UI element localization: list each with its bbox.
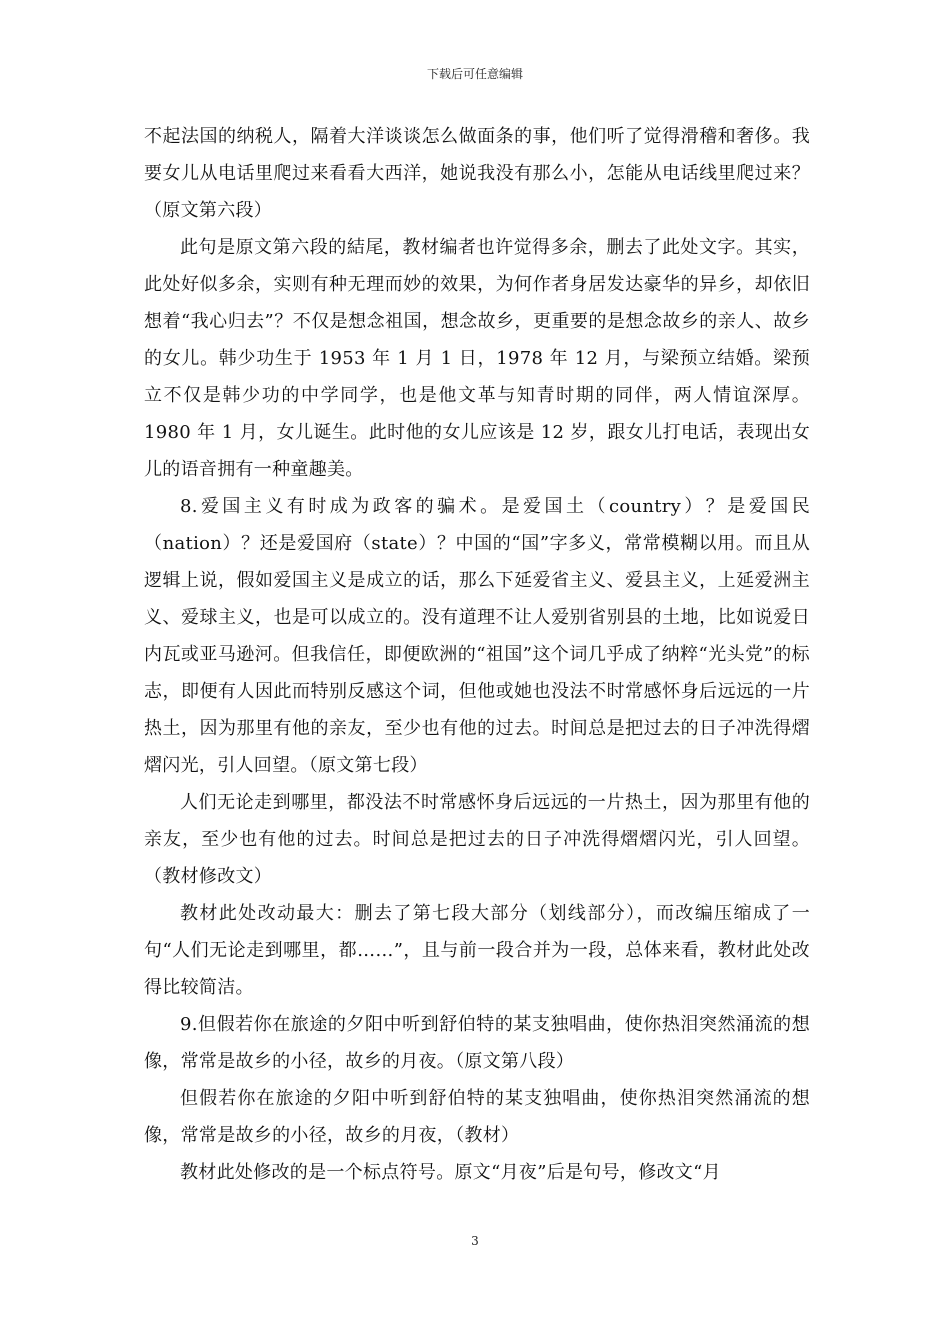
paragraph-analysis-eighth: 教材此处修改的是一个标点符号。原文“月夜”后是句号，修改文“月 [180, 1162, 721, 1183]
paragraph-analysis-seventh: 教材此处改动最大：删去了第七段大部分（划线部分），而改编压缩成了一句“人们无论走到哪里，都……”，且与前一段合并为一段，总体来看，教材此处改得比较简洁。 [144, 903, 810, 998]
page-header: 下载后可任意编辑 [426, 67, 523, 81]
paragraph-textbook-eighth: 但假若你在旅途的夕阳中听到舒伯特的某支独唱曲，使你热泪突然涌流的想像，常常是故乡的小径，故乡的月夜，（教材） [144, 1088, 810, 1146]
paragraph-original-sixth-ending: 不起法国的纳税人，隔着大洋谈谈怎么做面条的事，他们听了觉得滑稽和奢侈。我要女儿从电话里爬过来看看大西洋，她说我没有那么小，怎能从电话线里爬过来？（原文第六段） [144, 126, 810, 221]
paragraph-textbook-seventh: 人们无论走到哪里，都没法不时常感怀身后远远的一片热土，因为那里有他的亲友，至少也有他的过去。时间总是把过去的日子冲洗得熠熠闪光，引人回望。（教材修改文） [144, 792, 810, 887]
paragraph-original-eighth: 9.但假若你在旅途的夕阳中听到舒伯特的某支独唱曲，使你热泪突然涌流的想像，常常是故乡的小径，故乡的月夜。（原文第八段） [144, 1014, 810, 1072]
paragraph-analysis-sixth: 此句是原文第六段的結尾，教材编者也许觉得多余，删去了此处文字。其实，此处好似多余，实则有种无理而妙的效果，为何作者身居发达豪华的异乡，却依旧想着“我心归去”？不仅是想念祖国，想念故乡，更重要的是想念故乡的亲人、故乡的女儿。韩少功生于 1953 年 1 月 1 日，1978 年 12 月，与梁预立结婚。梁预立不仅是韩少功的中学同学，也是他文革与知青时期的同伴，两人情谊深厚。1980 年 1 月，女儿诞生。此时他的女儿应该是 12 岁，跟女儿打电话，表现出女儿的语音拥有一种童趣美。 [144, 237, 810, 480]
page-number: 3 [471, 1234, 479, 1248]
paragraph-original-seventh: 8.爱国主义有时成为政客的骗术。是爱国土（country）？是爱国民（nation）？还是爱国府（state）？中国的“国”字多义，常常模糊以用。而且从逻辑上说，假如爱国主义是成立的话，那么下延爱省主义、爱县主义，上延爱洲主义、爱球主义，也是可以成立的。没有道理不让人爱别省别县的土地，比如说爱日内瓦或亚马逊河。但我信任，即便欧洲的“祖国”这个词几乎成了纳粹“光头党”的标志，即便有人因此而特别反感这个词，但他或她也没法不时常感怀身后远远的一片热土，因为那里有他的亲友，至少也有他的过去。时间总是把过去的日子冲洗得熠熠闪光，引人回望。（原文第七段） [144, 496, 810, 776]
document-body [144, 118, 810, 1191]
